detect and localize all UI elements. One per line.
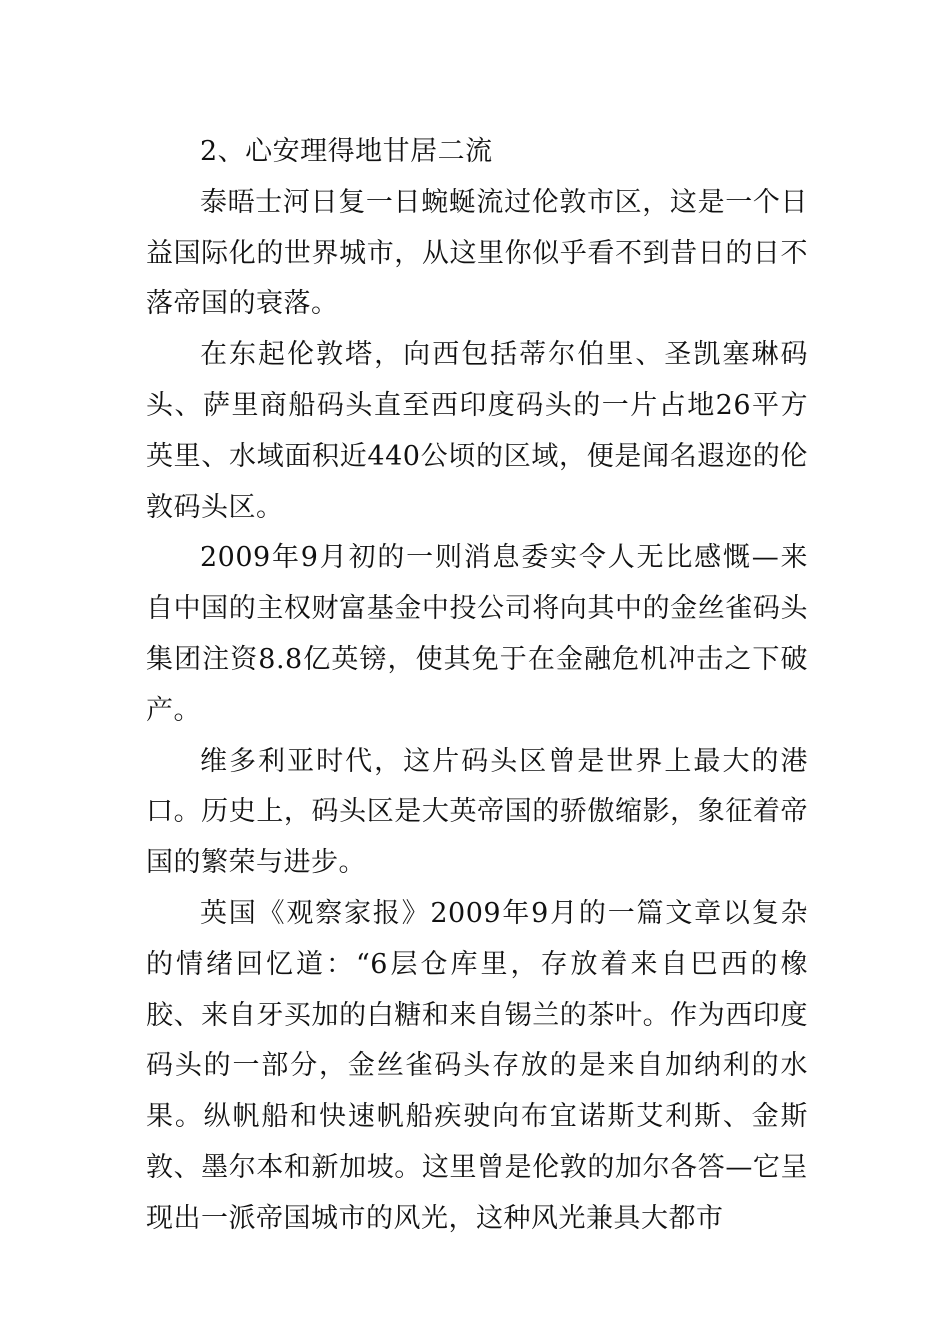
paragraph-cic-investment: 2009年9月初的一则消息委实令人无比感慨—来自中国的主权财富基金中投公司将向其中的金丝雀码头集团注资8.8亿英镑，使其免于在金融危机冲击之下破产。 (146, 542, 808, 726)
article-body (146, 127, 808, 1245)
paragraph-docklands: 在东起伦敦塔，向西包括蒂尔伯里、圣凯塞琳码头、萨里商船码头直至西印度码头的一片占地26平方英里、水域面积近440公顷的区域，便是闻名遐迩的伦敦码头区。 (146, 339, 808, 523)
paragraph-thames: 泰晤士河日复一日蜿蜒流过伦敦市区，这是一个日益国际化的世界城市，从这里你似乎看不到昔日的日不落帝国的衰落。 (146, 186, 808, 320)
section-heading: 2、心安理得地甘居二流 (200, 136, 493, 167)
paragraph-victorian-era: 维多利亚时代，这片码头区曾是世界上最大的港口。历史上，码头区是大英帝国的骄傲缩影，象征着帝国的繁荣与进步。 (146, 745, 808, 879)
paragraph-observer-quote: 英国《观察家报》2009年9月的一篇文章以复杂的情绪回忆道：“6层仓库里，存放着来自巴西的橡胶、来自牙买加的白糖和来自锡兰的茶叶。作为西印度码头的一部分，金丝雀码头存放的是来自加纳利的水果。纵帆船和快速帆船疾驶向布宜诺斯艾利斯、金斯敦、墨尔本和新加坡。这里曾是伦敦的加尔各答—它呈现出一派帝国城市的风光，这种风光兼具大都市 (146, 897, 808, 1234)
